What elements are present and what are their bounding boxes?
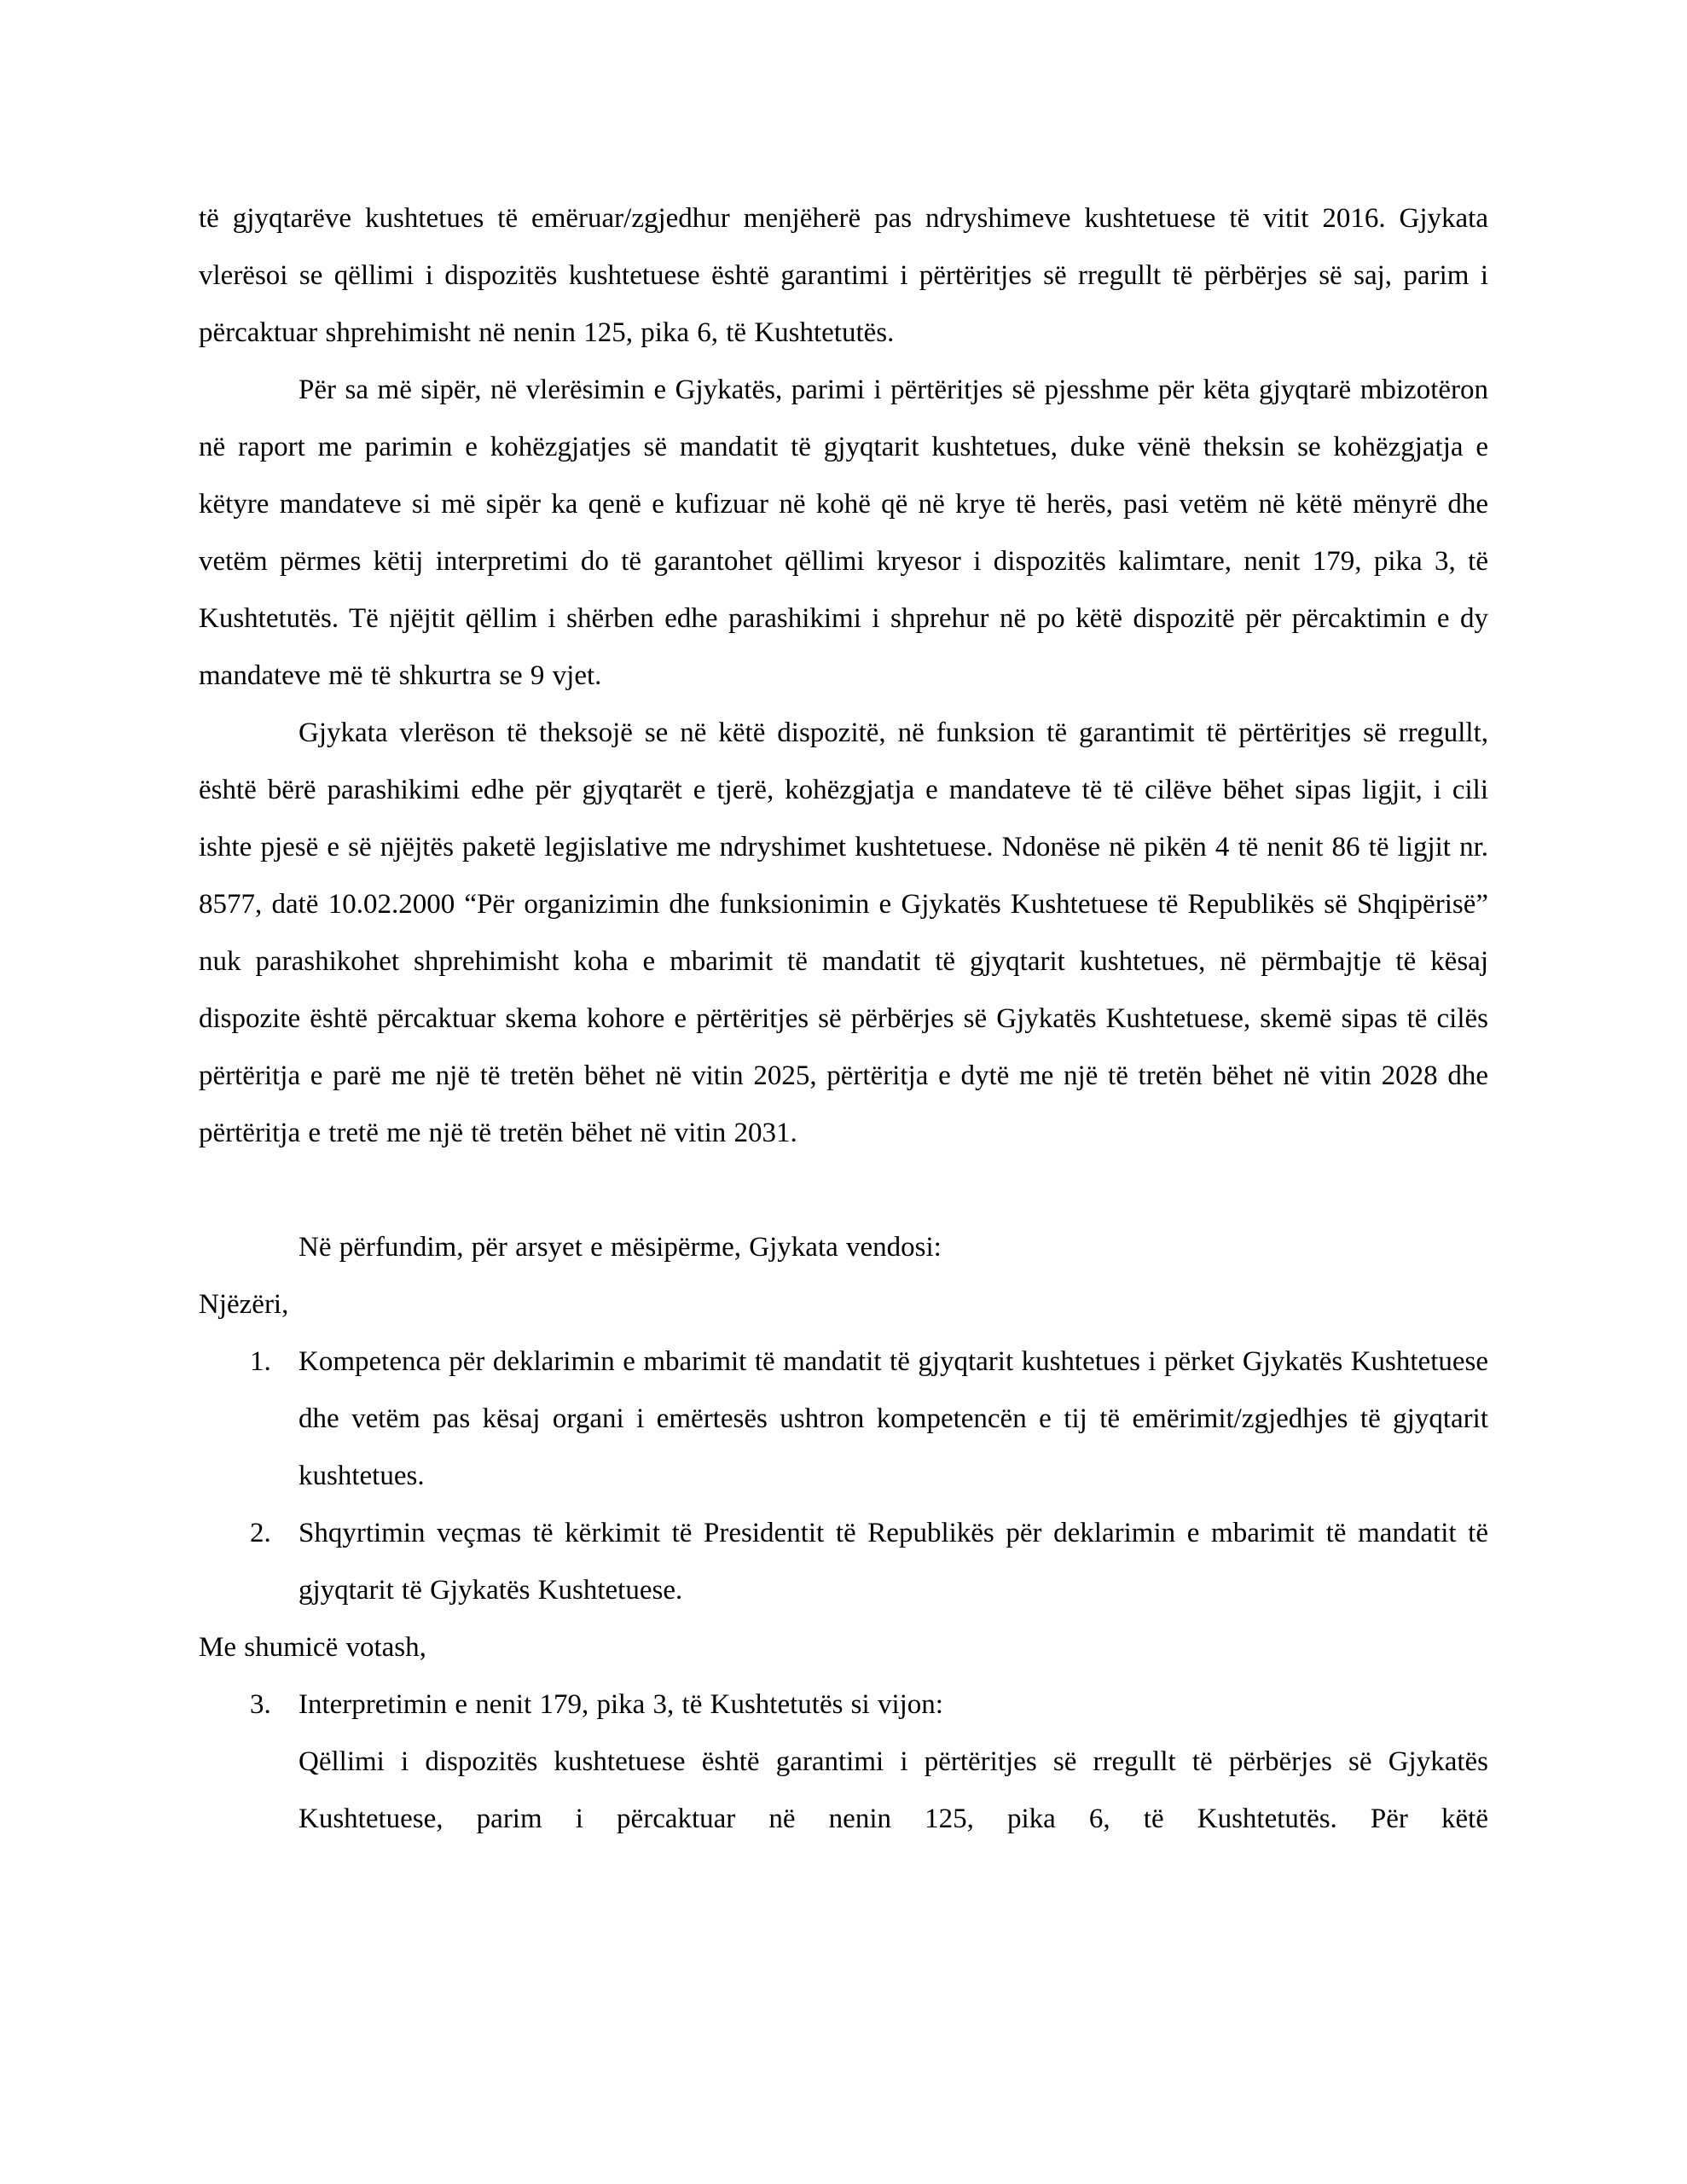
decision-item-1	[199, 1333, 1488, 1505]
decision-item-3-text: Interpretimin e nenit 179, pika 3, të Kushtetutës si vijon:	[299, 1689, 943, 1720]
paragraph-renewal-scheme: Gjykata vlerëson të theksojë se në këtë dispozitë, në funksion të garantimit të përtëritjes së rregullt, është bërë parashikimi edhe për gjyqtarët e tjerë, kohëzgjatja e mandateve të të cilëve bëhet sipas ligjit, i cili ishte pjesë e së njëjtës paketë legjislative me ndryshimet kushtetuese. Ndonëse në pikën 4 të nenit 86 të ligjit nr. 8577, datë 10.02.2000 “Për organizimin dhe funksionimin e Gjykatës Kushtetuese të Republikës së Shqipërisë” nuk parashikohet shprehimisht koha e mbarimit të mandatit të gjyqtarit kushtetues, në përmbajtje të kësaj dispozite është përcaktuar skema kohore e përtëritjes së përbërjes së Gjykatës Kushtetuese, skemë sipas të cilës përtëritja e parë me një të tretën bëhet në vitin 2025, përtëritja e dytë me një të tretën bëhet në vitin 2028 dhe përtëritja e tretë me një të tretën bëhet në vitin 2031.	[199, 717, 1488, 1148]
paragraph-partial-renewal-principle: Për sa më sipër, në vlerësimin e Gjykatës, parimi i përtëritjes së pjesshme për këta gjyqtarë mbizotëron në raport me parimin e kohëzgjatjes së mandatit të gjyqtarit kushtetues, duke vënë theksin se kohëzgjatja e këtyre mandateve si më sipër ka qenë e kufizuar në kohë që në krye të herës, pasi vetëm në këtë mënyrë dhe vetëm përmes këtij interpretimi do të garantohet qëllimi kryesor i dispozitës kalimtare, nenit 179, pika 3, të Kushtetutës. Të njëjtit qëllim i shërben edhe parashikimi i shprehur në po këtë dispozitë për përcaktimin e dy mandateve më të shkurtra se 9 vjet.	[199, 375, 1488, 691]
conclusion-intro: Në përfundim, për arsyet e mësipërme, Gjykata vendosi:	[299, 1232, 942, 1263]
interpretation-paragraph: Qëllimi i dispozitës kushtetuese është garantimi i përtëritjes së rregullt të përbërjes së Gjykatës Kushtetuese, parim i përcaktuar në nenin 125, pika 6, të Kushtetutës. Për këtë	[299, 1746, 1488, 1834]
document-body	[199, 190, 1488, 1848]
paragraph-continuation-from-previous-page: të gjyqtarëve kushtetues të emëruar/zgjedhur menjëherë pas ndryshimeve kushtetuese të vitit 2016. Gjykata vlerësoi se qëllimi i dispozitës kushtetuese është garantimi i përtëritjes së rregullt të përbërjes së saj, parim i përcaktuar shprehimisht në nenin 125, pika 6, të Kushtetutës.	[199, 203, 1488, 348]
decision-item-3-number: 3.	[250, 1689, 271, 1720]
decision-item-2-text: Shqyrtimin veçmas të kërkimit të Presidentit të Republikës për deklarimin e mbarimit të mandatit të gjyqtarit të Gjykatës Kushtetuese.	[299, 1518, 1488, 1606]
majority-label: Me shumicë votash,	[199, 1632, 426, 1663]
decision-item-1-text: Kompetenca për deklarimin e mbarimit të mandatit të gjyqtarit kushtetues i përket Gjykatës Kushtetuese dhe vetëm pas kësaj organi i emërtesës ushtron kompetencën e tij të emërimit/zgjedhjes të gjyqtarit kushtetues.	[299, 1346, 1488, 1491]
decision-item-3	[199, 1676, 1488, 1734]
decision-item-1-number: 1.	[250, 1346, 271, 1377]
decision-item-2-number: 2.	[250, 1518, 271, 1548]
decision-item-2	[199, 1505, 1488, 1619]
unanimous-label: Njëzëri,	[199, 1289, 289, 1320]
